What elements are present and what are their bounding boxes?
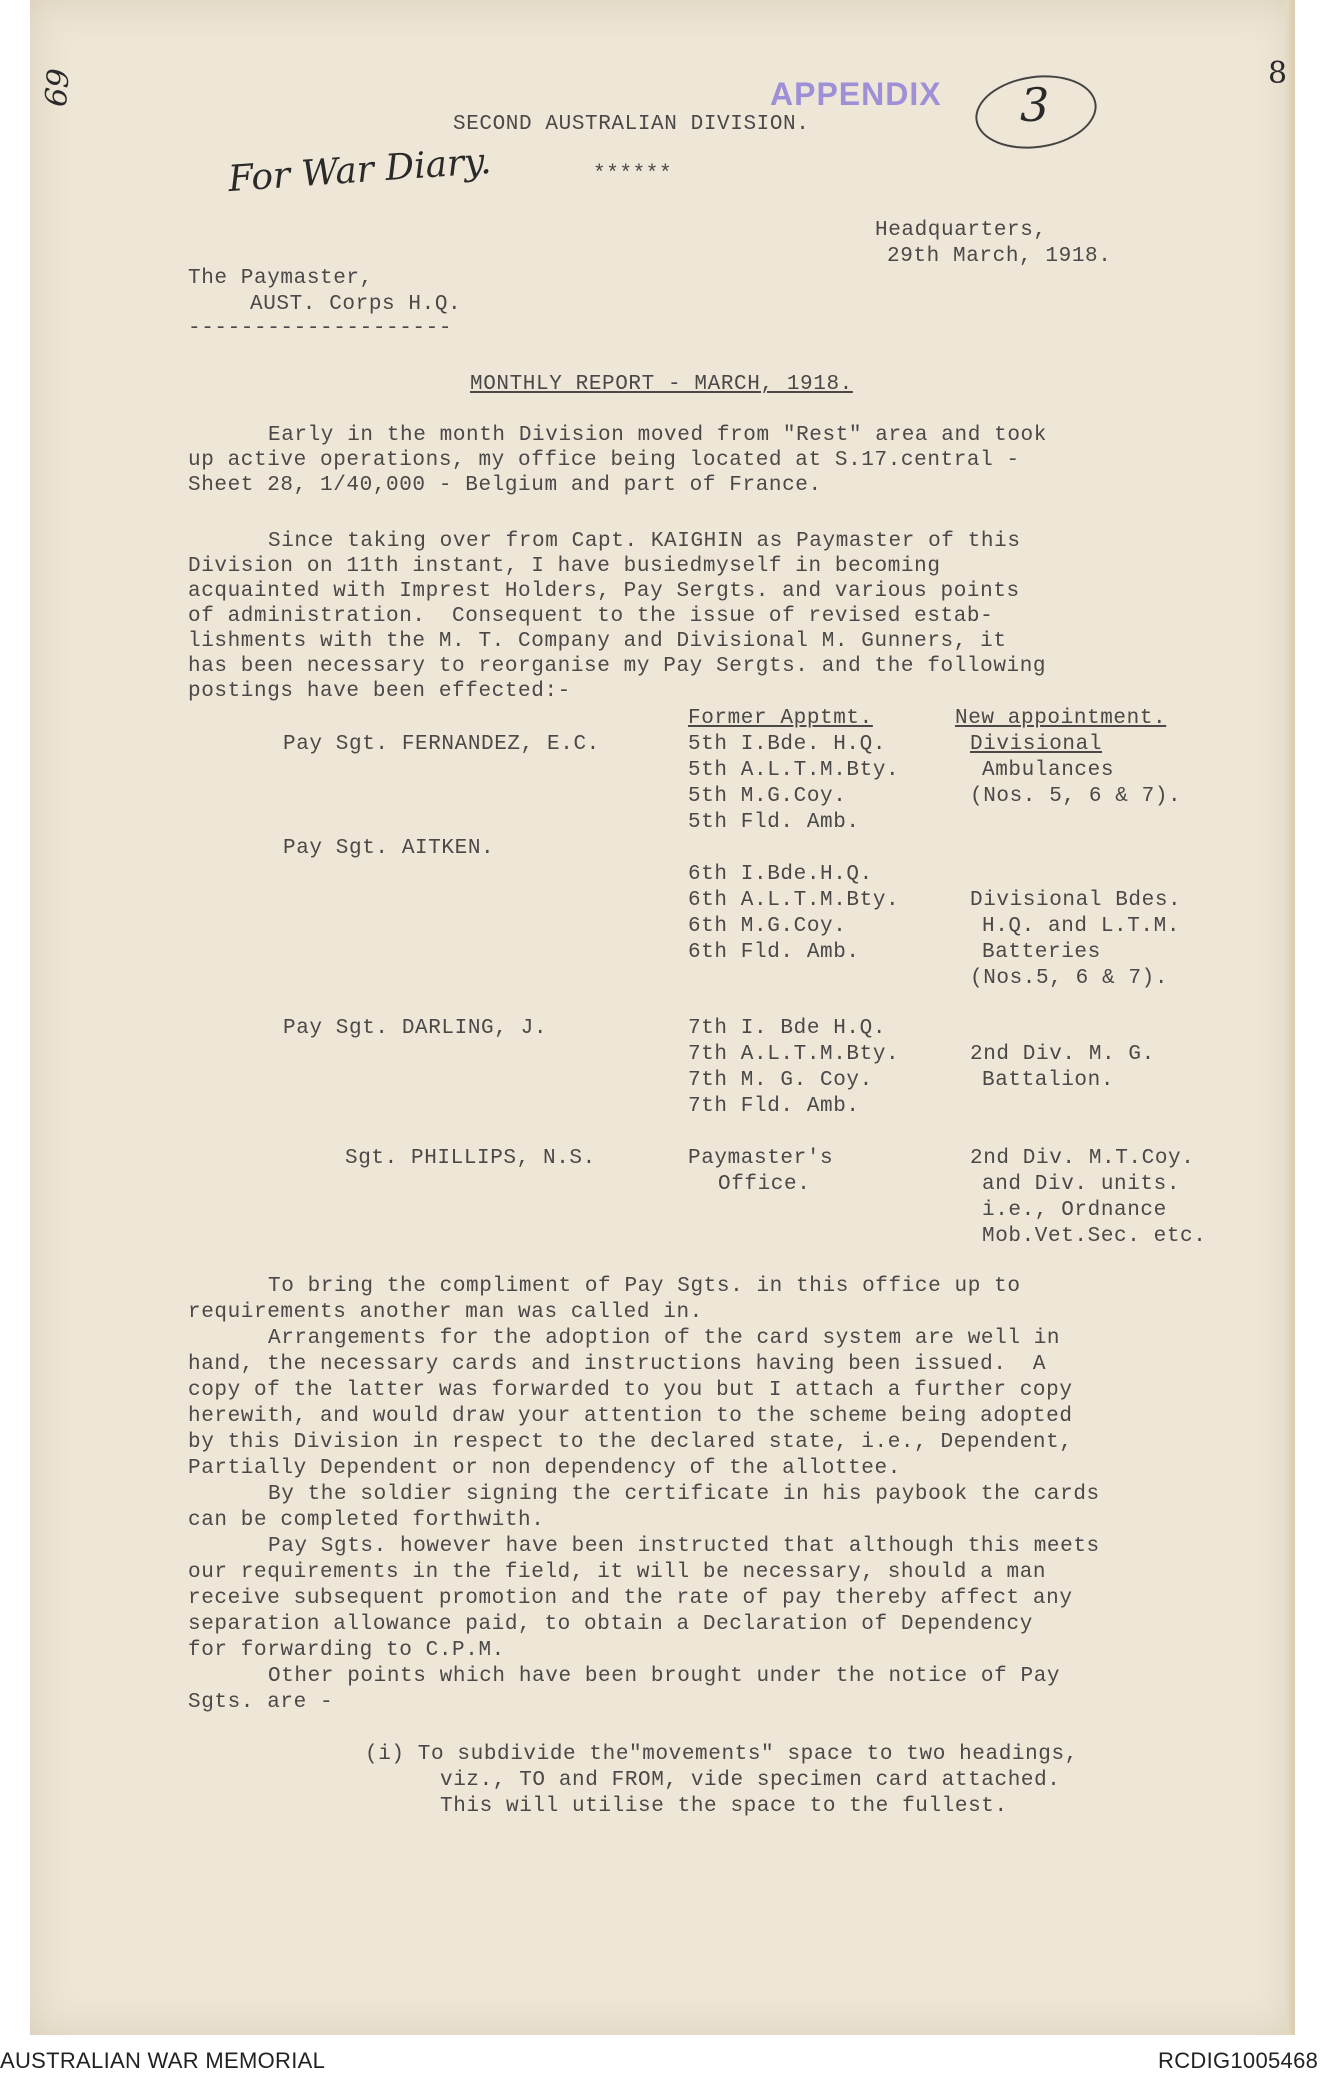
p2-line: Since taking over from Capt. KAIGHIN as Paymaster of this [268, 530, 1021, 553]
col-new-header: New appointment. [955, 707, 1167, 730]
p3-line: receive subsequent promotion and the rate of pay thereby affect any [188, 1587, 1073, 1610]
addressee-line1: The Paymaster, [188, 267, 373, 290]
posting-former: 5th A.L.T.M.Bty. [688, 759, 900, 782]
posting-former: 5th Fld. Amb. [688, 811, 860, 834]
posting-new: Divisional Bdes. [970, 889, 1182, 912]
paper-edge [1285, 0, 1295, 2035]
footer-record-id: RCDIG1005468 [1158, 2048, 1319, 2073]
p3-line: can be completed forthwith. [188, 1509, 545, 1532]
posting-new: Ambulances [982, 759, 1115, 782]
appendix-number: 3 [1020, 78, 1050, 132]
posting-name: Sgt. PHILLIPS, N.S. [345, 1147, 596, 1170]
posting-former: 6th I.Bde.H.Q. [688, 863, 873, 886]
appendix-stamp: APPENDIX [770, 76, 942, 112]
posting-former: 5th I.Bde. H.Q. [688, 733, 887, 756]
handwritten-note: For War Diary. [226, 140, 493, 201]
posting-former: Office. [718, 1173, 811, 1196]
p2-line: has been necessary to reorganise my Pay Sergts. and the following [188, 655, 1047, 678]
p3-line: Pay Sgts. however have been instructed that although this meets [268, 1535, 1100, 1558]
division-heading: SECOND AUSTRALIAN DIVISION. [453, 113, 810, 136]
posting-name: Pay Sgt. AITKEN. [283, 837, 495, 860]
p2-line: Division on 11th instant, I have busiedmyself in becoming [188, 555, 941, 578]
item-line: This will utilise the space to the fullest. [440, 1795, 1008, 1818]
posting-new: 2nd Div. M. G. [970, 1043, 1155, 1066]
margin-note: 69 [35, 66, 75, 109]
posting-former: Paymaster's [688, 1147, 834, 1170]
item-line: (i) To subdivide the"movements" space to two headings, [365, 1743, 1078, 1766]
posting-former: 7th M. G. Coy. [688, 1069, 873, 1092]
posting-new: Divisional [970, 733, 1103, 756]
p2-line: lishments with the M. T. Company and Divisional M. Gunners, it [188, 630, 1007, 653]
p3-line: By the soldier signing the certificate in his paybook the cards [268, 1483, 1100, 1506]
posting-former: 7th Fld. Amb. [688, 1095, 860, 1118]
posting-new: (Nos. 5, 6 & 7). [970, 785, 1182, 808]
posting-name: Pay Sgt. FERNANDEZ, E.C. [283, 733, 600, 756]
posting-former: 6th Fld. Amb. [688, 941, 860, 964]
page-number: 8 [1268, 56, 1288, 91]
posting-former: 6th A.L.T.M.Bty. [688, 889, 900, 912]
posting-former: 7th I. Bde H.Q. [688, 1017, 887, 1040]
p3-line: Arrangements for the adoption of the card system are well in [268, 1327, 1061, 1350]
posting-new: H.Q. and L.T.M. [982, 915, 1181, 938]
addressee-line2: AUST. Corps H.Q. [250, 293, 462, 316]
col-former-header: Former Apptmt. [688, 707, 873, 730]
footer-archive: AUSTRALIAN WAR MEMORIAL [0, 2048, 326, 2073]
p1-line: Sheet 28, 1/40,000 - Belgium and part of France. [188, 474, 822, 497]
asterisk-rule: ****** [593, 163, 673, 186]
document-page [30, 0, 1295, 2035]
p3-line: To bring the compliment of Pay Sgts. in this office up to [268, 1275, 1021, 1298]
p3-line: herewith, and would draw your attention to the scheme being adopted [188, 1405, 1073, 1428]
header-date: 29th March, 1918. [887, 245, 1112, 268]
p3-line: by this Division in respect to the declared state, i.e., Dependent, [188, 1431, 1073, 1454]
p3-line: hand, the necessary cards and instructions having been issued. A [188, 1353, 1047, 1376]
posting-new: Mob.Vet.Sec. etc. [982, 1225, 1207, 1248]
p3-line: Partially Dependent or non dependency of the allottee. [188, 1457, 901, 1480]
posting-former: 5th M.G.Coy. [688, 785, 847, 808]
posting-name: Pay Sgt. DARLING, J. [283, 1017, 548, 1040]
p2-line: postings have been effected:- [188, 680, 571, 703]
p3-line: Sgts. are - [188, 1691, 334, 1714]
posting-new: Battalion. [982, 1069, 1115, 1092]
p3-line: copy of the latter was forwarded to you but I attach a further copy [188, 1379, 1073, 1402]
p2-line: of administration. Consequent to the issue of revised estab- [188, 605, 994, 628]
p2-line: acquainted with Imprest Holders, Pay Sergts. and various points [188, 580, 1020, 603]
p1-line: Early in the month Division moved from "Rest" area and took [268, 424, 1047, 447]
p3-line: separation allowance paid, to obtain a Declaration of Dependency [188, 1613, 1033, 1636]
p3-line: requirements another man was called in. [188, 1301, 703, 1324]
p3-line: our requirements in the field, it will be necessary, should a man [188, 1561, 1047, 1584]
addressee-rule: -------------------- [188, 317, 453, 340]
posting-new: 2nd Div. M.T.Coy. [970, 1147, 1195, 1170]
p3-line: Other points which have been brought under the notice of Pay [268, 1665, 1061, 1688]
header-place: Headquarters, [875, 219, 1047, 242]
posting-new: Batteries [982, 941, 1101, 964]
item-line: viz., TO and FROM, vide specimen card attached. [440, 1769, 1061, 1792]
p3-line: for forwarding to C.P.M. [188, 1639, 505, 1662]
posting-new: i.e., Ordnance [982, 1199, 1167, 1222]
p1-line: up active operations, my office being located at S.17.central - [188, 449, 1020, 472]
posting-former: 6th M.G.Coy. [688, 915, 847, 938]
posting-new: (Nos.5, 6 & 7). [970, 967, 1169, 990]
posting-former: 7th A.L.T.M.Bty. [688, 1043, 900, 1066]
posting-new: and Div. units. [982, 1173, 1181, 1196]
report-title: MONTHLY REPORT - MARCH, 1918. [470, 373, 853, 396]
